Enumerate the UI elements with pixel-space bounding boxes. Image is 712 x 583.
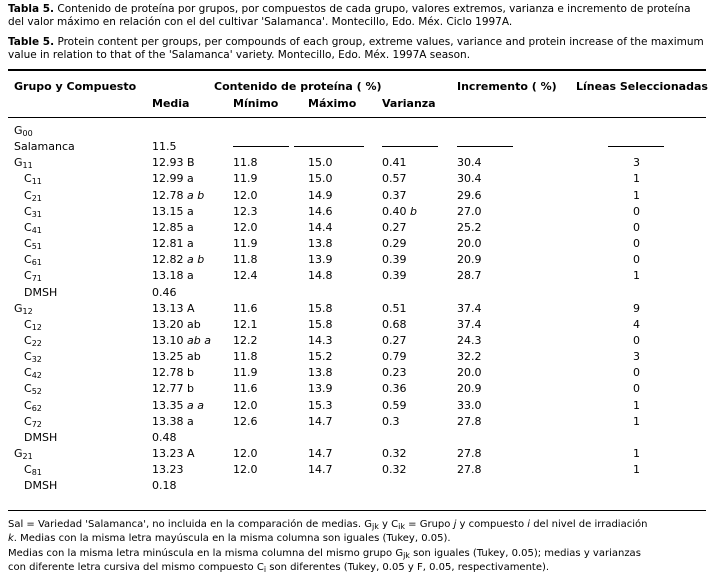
- row-label-subscript: 31: [31, 210, 42, 219]
- row-label-text: DMSH: [24, 286, 58, 299]
- row-label-text: C: [24, 350, 32, 363]
- cell-media-letter: a: [187, 269, 194, 282]
- cell-max: 15.3: [308, 399, 333, 412]
- cell-variance: [382, 399, 407, 412]
- footnote-3-b: son iguales (Tukey, 0.05); medias y varianzas: [409, 548, 641, 559]
- row-label-text: C: [24, 366, 32, 379]
- cell-max: 15.8: [308, 318, 333, 331]
- cell-max: 14.8: [308, 269, 333, 282]
- cell-media-value: 12.77: [152, 382, 184, 395]
- row-label: [14, 140, 75, 153]
- cell-variance-value: 0.27: [382, 334, 407, 347]
- cell-variance: [382, 318, 407, 331]
- cell-max: 13.8: [308, 237, 333, 250]
- footnote-1-a: Sal = Variedad 'Salamanca', no incluida en la comparación de medias. G: [8, 519, 372, 530]
- cell-increment: 20.9: [457, 382, 482, 395]
- cell-lines: 4: [633, 318, 640, 331]
- cell-media: [152, 221, 194, 234]
- cell-media-letter: b: [187, 382, 194, 395]
- row-label-subscript: 42: [31, 371, 42, 380]
- cell-variance: [382, 156, 407, 169]
- cell-media: [152, 463, 184, 476]
- footnote-4: [8, 561, 708, 575]
- caption-english: [8, 36, 706, 62]
- cell-lines: 1: [633, 399, 640, 412]
- cell-min: 11.8: [233, 350, 258, 363]
- row-label-text: C: [24, 205, 32, 218]
- cell-media-value: 13.23: [152, 463, 184, 476]
- cell-media: [152, 318, 201, 331]
- cell-min: 11.9: [233, 172, 258, 185]
- row-label-subscript: 22: [31, 339, 42, 348]
- cell-lines: 0: [633, 237, 640, 250]
- row-label-subscript: 51: [31, 242, 42, 251]
- cell-media-value: 13.20: [152, 318, 184, 331]
- cell-lines: 0: [633, 253, 640, 266]
- row-label-subscript: 21: [31, 194, 42, 203]
- row-label-subscript: 21: [22, 452, 33, 461]
- cell-media: [152, 399, 204, 412]
- header-increment: Incremento ( %): [457, 80, 557, 93]
- cell-media-value: 13.35: [152, 399, 184, 412]
- cell-media: [152, 237, 194, 250]
- cell-increment: 20.0: [457, 237, 482, 250]
- cell-media-letter: a: [187, 221, 194, 234]
- row-label: [24, 382, 42, 395]
- cell-media-letter: a: [187, 172, 194, 185]
- blank-min: [233, 146, 289, 147]
- cell-variance: [382, 334, 407, 347]
- cell-increment: 28.7: [457, 269, 482, 282]
- row-label-subscript: 00: [22, 129, 33, 138]
- cell-media: [152, 286, 177, 299]
- cell-media-letter: ab: [187, 350, 201, 363]
- cell-variance: [382, 463, 407, 476]
- cell-media-value: 12.81: [152, 237, 184, 250]
- footnote-4-sub: i: [263, 565, 267, 574]
- footnote-3: [8, 547, 708, 561]
- caption-spanish: [8, 3, 706, 29]
- cell-min: 11.8: [233, 156, 258, 169]
- cell-lines: 3: [633, 156, 640, 169]
- cell-variance-value: 0.40: [382, 205, 407, 218]
- row-label: [24, 463, 42, 476]
- footnote-4-b: son diferentes (Tukey, 0.05 y F, 0.05, respectivamente).: [266, 562, 550, 573]
- cell-media: [152, 431, 177, 444]
- cell-variance-value: 0.51: [382, 302, 407, 315]
- row-label: [24, 221, 42, 234]
- cell-variance: [382, 237, 407, 250]
- cell-media-letter: a b: [187, 189, 205, 202]
- cell-media-value: 0.46: [152, 286, 177, 299]
- row-label-subscript: 32: [31, 355, 42, 364]
- bottom-rule: [8, 510, 706, 511]
- cell-increment: 20.9: [457, 253, 482, 266]
- cell-variance: [382, 253, 407, 266]
- header-group: Grupo y Compuesto: [14, 80, 137, 93]
- cell-lines: 0: [633, 334, 640, 347]
- row-label-subscript: 71: [31, 274, 42, 283]
- cell-media-value: 13.18: [152, 269, 184, 282]
- cell-max: 14.6: [308, 205, 333, 218]
- row-label-subscript: 12: [22, 307, 33, 316]
- blank-lines: [608, 146, 664, 147]
- cell-increment: 33.0: [457, 399, 482, 412]
- cell-media-value: 13.25: [152, 350, 184, 363]
- row-label-text: G: [14, 156, 23, 169]
- caption-english-label: Table 5.: [8, 36, 55, 48]
- row-label-text: C: [24, 269, 32, 282]
- row-label-subscript: 11: [22, 161, 33, 170]
- cell-lines: 1: [633, 189, 640, 202]
- cell-media-value: 0.48: [152, 431, 177, 444]
- cell-increment: 27.8: [457, 415, 482, 428]
- cell-media: [152, 415, 194, 428]
- row-label-text: C: [24, 172, 32, 185]
- cell-media: [152, 382, 194, 395]
- cell-variance-value: 0.57: [382, 172, 407, 185]
- row-label-text: C: [24, 253, 32, 266]
- row-label: [24, 269, 42, 282]
- row-label-text: C: [24, 334, 32, 347]
- cell-media: [152, 205, 194, 218]
- row-label: [14, 124, 33, 137]
- footnote-1-c: = Grupo: [404, 519, 454, 530]
- cell-min: 12.0: [233, 189, 258, 202]
- cell-min: 11.9: [233, 366, 258, 379]
- footnote-1-b: y C: [378, 519, 399, 530]
- cell-increment: 27.8: [457, 447, 482, 460]
- row-label-subscript: 52: [31, 387, 42, 396]
- cell-variance-value: 0.41: [382, 156, 407, 169]
- cell-media: [152, 269, 194, 282]
- row-label-text: C: [24, 318, 32, 331]
- cell-increment: 30.4: [457, 172, 482, 185]
- cell-min: 12.0: [233, 447, 258, 460]
- cell-variance: [382, 189, 407, 202]
- cell-variance: [382, 350, 407, 363]
- row-label: [24, 189, 42, 202]
- row-label-text: G: [14, 302, 23, 315]
- cell-variance-letter: b: [410, 205, 417, 218]
- cell-variance-value: 0.39: [382, 269, 407, 282]
- row-label: [24, 399, 42, 412]
- cell-media-value: 13.13: [152, 302, 184, 315]
- cell-lines: 1: [633, 172, 640, 185]
- cell-media: [152, 172, 194, 185]
- cell-media: [152, 479, 177, 492]
- cell-media: [152, 189, 204, 202]
- blank-inc: [457, 146, 513, 147]
- cell-max: 14.7: [308, 447, 333, 460]
- caption-spanish-label: Tabla 5.: [8, 3, 55, 15]
- row-label-subscript: 61: [31, 258, 42, 267]
- caption-english-text: Protein content per groups, per compounds of each group, extreme values, variance and protein increase of the maximum value in relation to that of the 'Salamanca' variety. Montecillo, Edo. Méx. 1997A season.: [8, 36, 704, 61]
- footnote-1: [8, 518, 708, 532]
- cell-variance: [382, 447, 407, 460]
- cell-variance-value: 0.3: [382, 415, 400, 428]
- cell-variance: [382, 415, 400, 428]
- cell-media-value: 12.93: [152, 156, 184, 169]
- row-label: [24, 415, 42, 428]
- row-label-text: C: [24, 237, 32, 250]
- footnote-1-e: del nivel de irradiación: [530, 519, 648, 530]
- cell-lines: 0: [633, 382, 640, 395]
- header-rule: [8, 117, 706, 118]
- cell-min: 11.6: [233, 302, 258, 315]
- footnote-1-sub2: ik: [398, 522, 405, 531]
- cell-variance-value: 0.23: [382, 366, 407, 379]
- cell-media-letter: a b: [187, 253, 205, 266]
- cell-media-value: 13.38: [152, 415, 184, 428]
- row-label: [24, 172, 42, 185]
- cell-media: [152, 140, 177, 153]
- cell-media-value: 12.99: [152, 172, 184, 185]
- header-media: Media: [152, 97, 190, 110]
- cell-variance: [382, 269, 407, 282]
- cell-lines: 3: [633, 350, 640, 363]
- row-label: [24, 286, 57, 299]
- cell-lines: 1: [633, 269, 640, 282]
- cell-lines: 0: [633, 205, 640, 218]
- cell-media-letter: ab a: [187, 334, 211, 347]
- top-rule: [8, 69, 706, 71]
- cell-increment: 30.4: [457, 156, 482, 169]
- cell-variance-value: 0.37: [382, 189, 407, 202]
- cell-media-letter: b: [187, 366, 194, 379]
- row-label: [24, 253, 42, 266]
- cell-variance: [382, 221, 407, 234]
- cell-lines: 9: [633, 302, 640, 315]
- cell-max: 14.7: [308, 463, 333, 476]
- cell-media-letter: a: [187, 237, 194, 250]
- row-label: [14, 447, 33, 460]
- cell-increment: 20.0: [457, 366, 482, 379]
- cell-lines: 1: [633, 415, 640, 428]
- row-label-text: C: [24, 221, 32, 234]
- cell-media-value: 13.10: [152, 334, 184, 347]
- cell-media-value: 12.78: [152, 189, 184, 202]
- row-label-subscript: 62: [31, 404, 42, 413]
- header-maximo: Máximo: [308, 97, 357, 110]
- cell-variance-value: 0.32: [382, 447, 407, 460]
- cell-variance-value: 0.29: [382, 237, 407, 250]
- row-label: [24, 318, 42, 331]
- row-label: [24, 350, 42, 363]
- footnote-1-j: j: [453, 519, 457, 530]
- cell-media-letter: a a: [187, 399, 204, 412]
- cell-media-letter: A: [187, 302, 195, 315]
- row-label-text: C: [24, 382, 32, 395]
- caption-spanish-text: Contenido de proteína por grupos, por compuestos de cada grupo, valores extremos, varianza e incremento de proteína del valor máximo en relación con el del cultivar 'Salamanca'. Montecillo, Edo. Méx. Ciclo 1997A.: [8, 3, 691, 28]
- cell-media-letter: A: [187, 447, 195, 460]
- cell-increment: 27.0: [457, 205, 482, 218]
- cell-max: 13.8: [308, 366, 333, 379]
- cell-media-value: 11.5: [152, 140, 177, 153]
- footnote-1-i: i: [527, 519, 531, 530]
- cell-media-value: 12.82: [152, 253, 184, 266]
- row-label-text: G: [14, 447, 23, 460]
- row-label: [24, 366, 42, 379]
- cell-min: 12.1: [233, 318, 258, 331]
- header-protein-content: Contenido de proteína ( %): [214, 80, 382, 93]
- cell-media: [152, 302, 195, 315]
- footnote-1-sub1: jk: [371, 522, 379, 531]
- row-label-subscript: 11: [31, 177, 42, 186]
- cell-variance-value: 0.27: [382, 221, 407, 234]
- footnote-3-a: Medias con la misma letra minúscula en la misma columna del mismo grupo G: [8, 548, 404, 559]
- row-label-subscript: 12: [31, 323, 42, 332]
- row-label-subscript: 72: [31, 420, 42, 429]
- cell-max: 14.3: [308, 334, 333, 347]
- footnote-4-a: con diferente letra cursiva del mismo compuesto C: [8, 562, 264, 573]
- footnote-2: [8, 532, 708, 546]
- cell-max: 15.0: [308, 156, 333, 169]
- cell-media-value: 12.78: [152, 366, 184, 379]
- cell-variance-value: 0.32: [382, 463, 407, 476]
- blank-var: [382, 146, 438, 147]
- cell-media: [152, 447, 195, 460]
- cell-variance: [382, 366, 407, 379]
- cell-media-value: 0.18: [152, 479, 177, 492]
- cell-increment: 29.6: [457, 189, 482, 202]
- cell-max: 15.0: [308, 172, 333, 185]
- footnote-1-d: y compuesto: [456, 519, 528, 530]
- row-label-text: G: [14, 124, 23, 137]
- cell-media-value: 13.15: [152, 205, 184, 218]
- cell-lines: 1: [633, 463, 640, 476]
- cell-min: 12.0: [233, 399, 258, 412]
- cell-max: 14.4: [308, 221, 333, 234]
- cell-variance-value: 0.59: [382, 399, 407, 412]
- row-label: [24, 431, 57, 444]
- cell-increment: 37.4: [457, 318, 482, 331]
- cell-min: 11.8: [233, 253, 258, 266]
- cell-min: 12.2: [233, 334, 258, 347]
- row-label-text: C: [24, 415, 32, 428]
- cell-max: 14.7: [308, 415, 333, 428]
- cell-media: [152, 253, 204, 266]
- cell-max: 14.9: [308, 189, 333, 202]
- cell-media-letter: a: [187, 205, 194, 218]
- cell-media-value: 12.85: [152, 221, 184, 234]
- cell-variance: [382, 382, 407, 395]
- row-label-text: C: [24, 399, 32, 412]
- row-label: [14, 156, 33, 169]
- cell-increment: 32.2: [457, 350, 482, 363]
- row-label: [24, 237, 42, 250]
- cell-media-value: 13.23: [152, 447, 184, 460]
- row-label-text: DMSH: [24, 431, 58, 444]
- header-varianza: Varianza: [382, 97, 436, 110]
- cell-variance-value: 0.39: [382, 253, 407, 266]
- cell-max: 15.8: [308, 302, 333, 315]
- cell-lines: 1: [633, 447, 640, 460]
- cell-variance-value: 0.68: [382, 318, 407, 331]
- cell-increment: 27.8: [457, 463, 482, 476]
- row-label-text: Salamanca: [14, 140, 75, 153]
- cell-min: 11.9: [233, 237, 258, 250]
- cell-min: 11.6: [233, 382, 258, 395]
- row-label-subscript: 41: [31, 226, 42, 235]
- row-label-text: C: [24, 189, 32, 202]
- cell-variance: [382, 205, 417, 218]
- footnote-2-text: . Medias con la misma letra mayúscula en la misma columna son iguales (Tukey, 0.05).: [13, 533, 451, 544]
- row-label-text: C: [24, 463, 32, 476]
- cell-variance: [382, 172, 407, 185]
- cell-variance-value: 0.79: [382, 350, 407, 363]
- footnote-3-sub: jk: [403, 551, 410, 560]
- row-label-subscript: 81: [31, 468, 42, 477]
- cell-increment: 25.2: [457, 221, 482, 234]
- row-label: [24, 479, 57, 492]
- row-label: [24, 205, 42, 218]
- cell-min: 12.0: [233, 463, 258, 476]
- cell-media-letter: B: [187, 156, 195, 169]
- footnote-2-k: k: [8, 533, 14, 544]
- header-minimo: Mínimo: [233, 97, 279, 110]
- cell-min: 12.6: [233, 415, 258, 428]
- header-selected-lines: Líneas Seleccionadas: [576, 80, 708, 93]
- cell-increment: 24.3: [457, 334, 482, 347]
- cell-media: [152, 334, 211, 347]
- row-label: [24, 334, 42, 347]
- cell-max: 13.9: [308, 253, 333, 266]
- cell-media: [152, 156, 195, 169]
- row-label: [14, 302, 33, 315]
- cell-min: 12.3: [233, 205, 258, 218]
- cell-media-letter: ab: [187, 318, 201, 331]
- cell-max: 13.9: [308, 382, 333, 395]
- cell-media: [152, 350, 201, 363]
- cell-min: 12.0: [233, 221, 258, 234]
- cell-variance: [382, 302, 407, 315]
- row-label-text: DMSH: [24, 479, 58, 492]
- cell-lines: 0: [633, 221, 640, 234]
- blank-max: [294, 146, 364, 147]
- cell-media-letter: a: [187, 415, 194, 428]
- cell-variance-value: 0.36: [382, 382, 407, 395]
- cell-increment: 37.4: [457, 302, 482, 315]
- cell-media: [152, 366, 194, 379]
- cell-lines: 0: [633, 366, 640, 379]
- cell-max: 15.2: [308, 350, 333, 363]
- cell-min: 12.4: [233, 269, 258, 282]
